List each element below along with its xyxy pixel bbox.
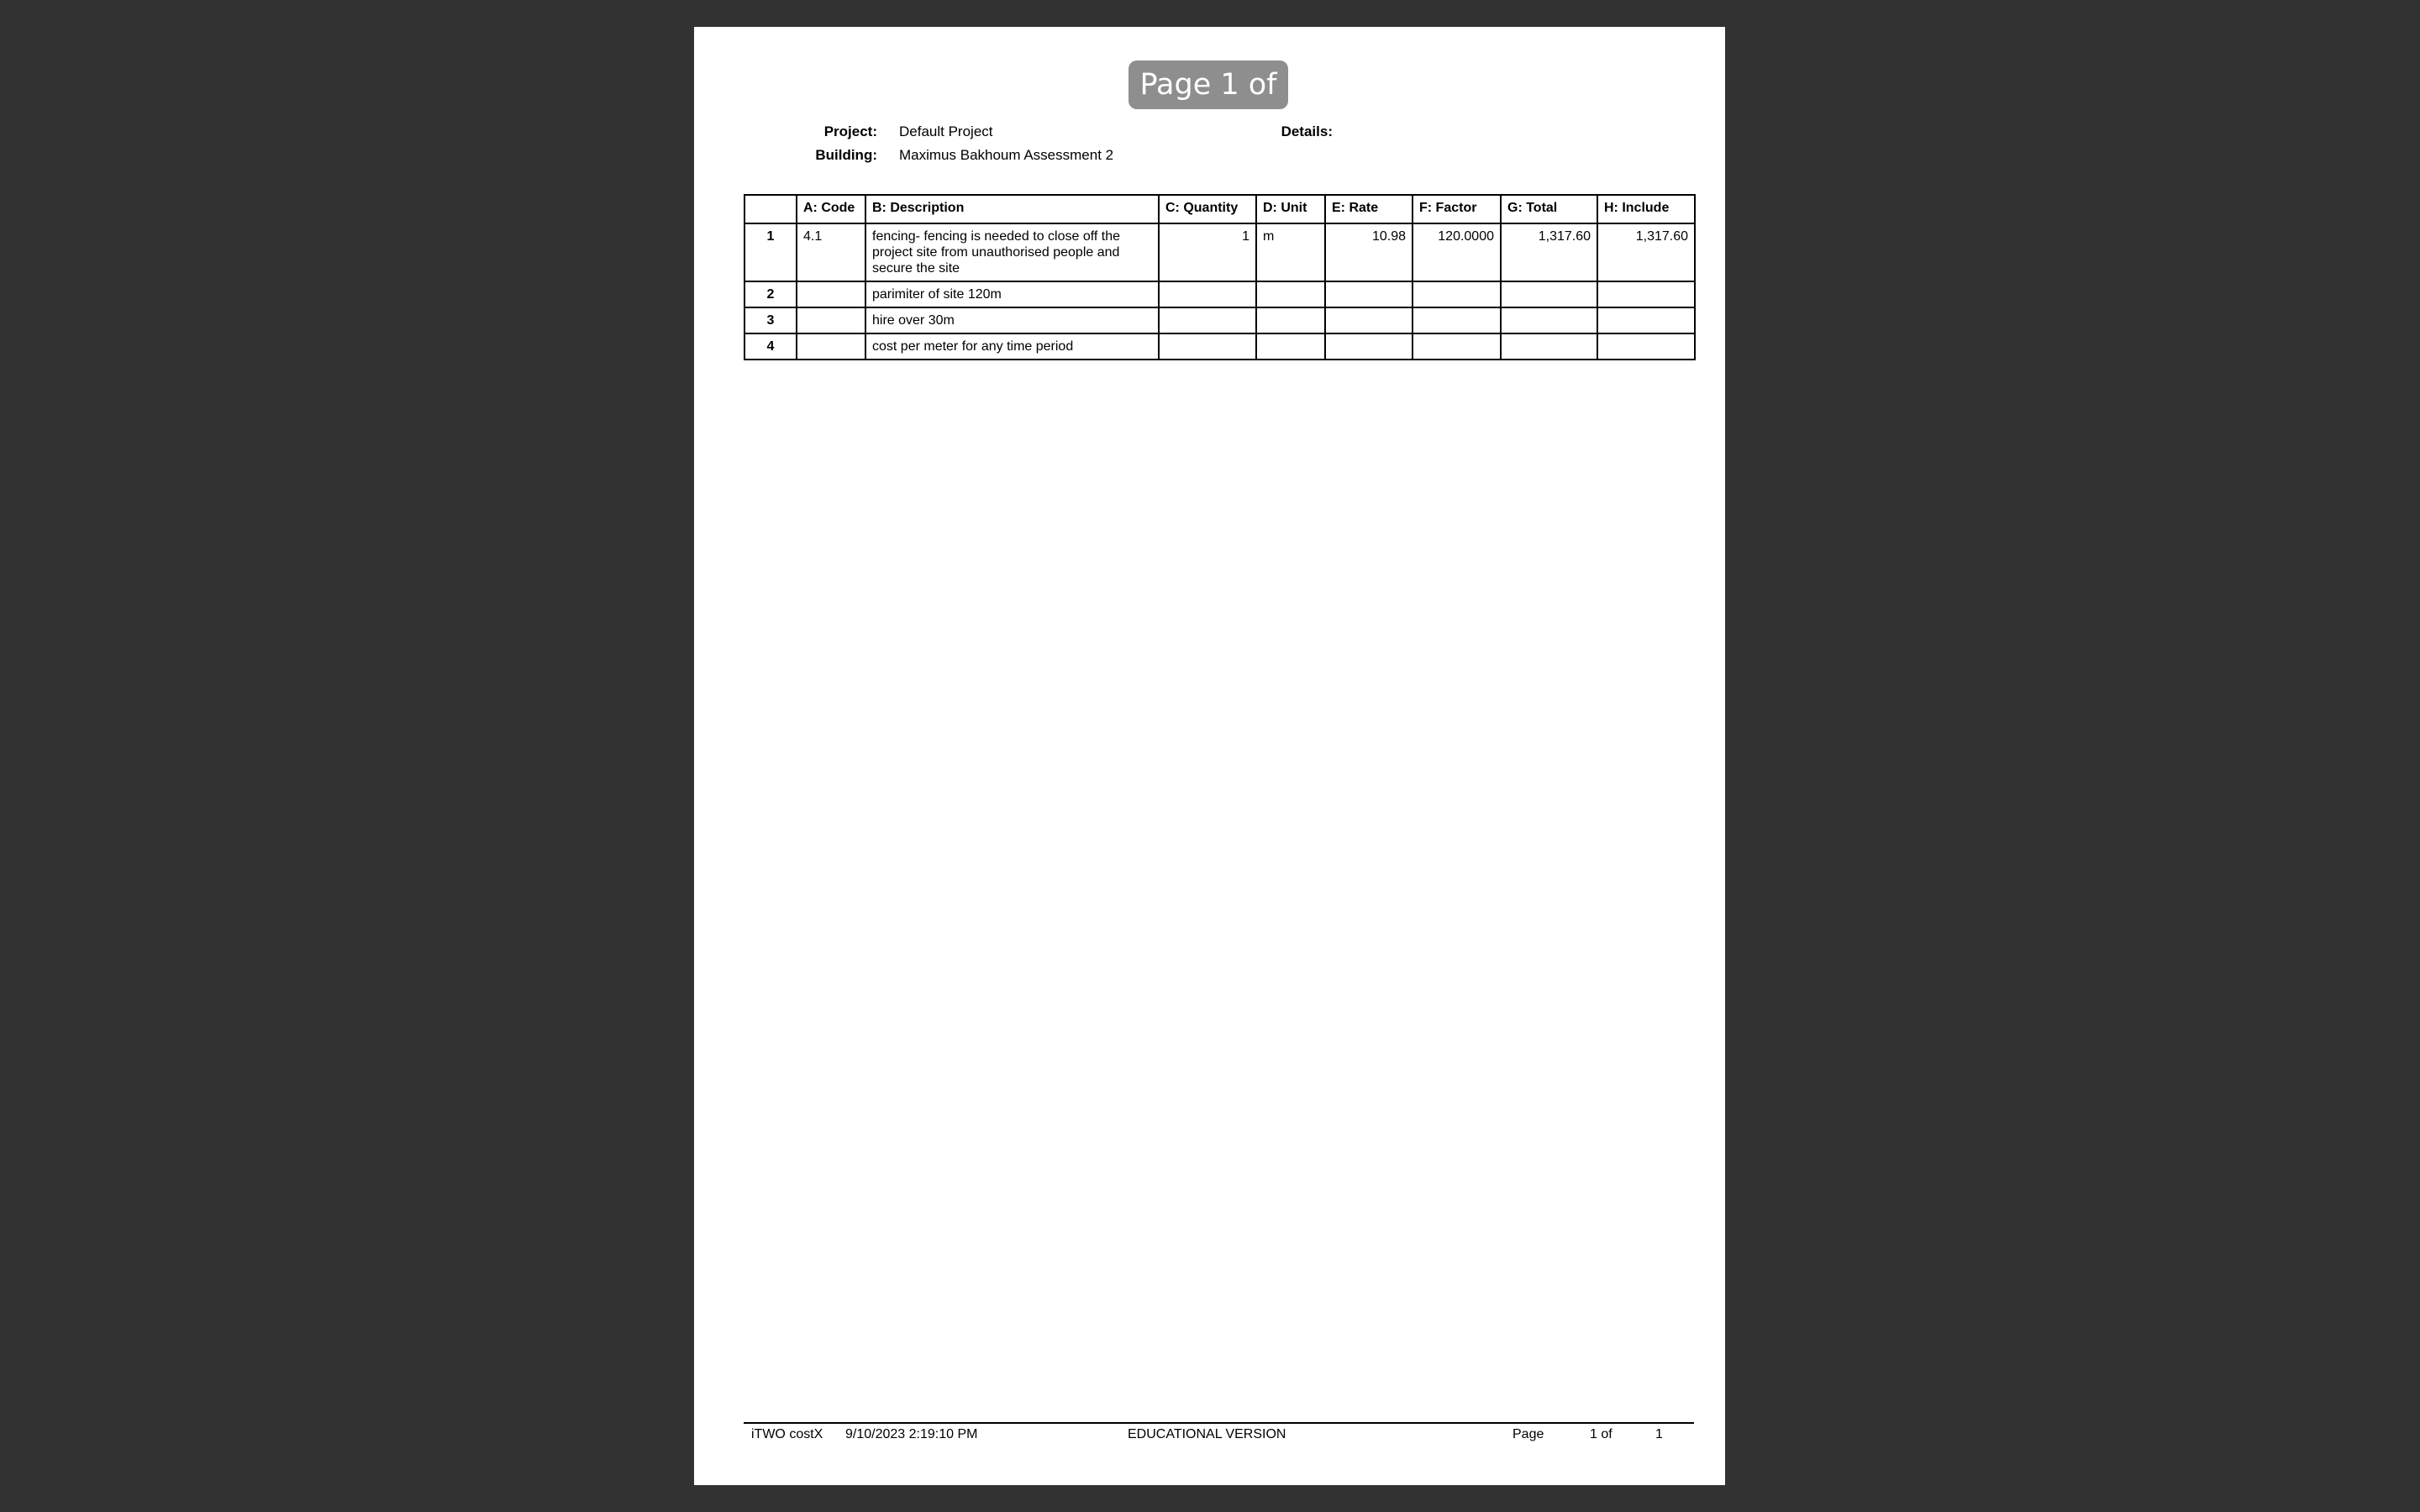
building-label: Building: [815,147,877,163]
cell-rate [1325,307,1413,333]
footer-page-total: 1 [1655,1427,1663,1441]
cell-unit [1256,281,1325,307]
cell-total [1501,281,1597,307]
cell-code: 4.1 [797,223,865,281]
footer-divider [744,1422,1694,1424]
column-header-code: A: Code [797,195,865,223]
column-header-total: G: Total [1501,195,1597,223]
cell-quantity [1159,333,1256,360]
project-label: Project: [823,123,877,139]
cell-include [1597,281,1695,307]
table-row [744,333,1695,360]
document-page [694,27,1725,1485]
column-header-quantity: C: Quantity [1159,195,1256,223]
cell-unit [1256,333,1325,360]
cell-description: parimiter of site 120m [865,281,1159,307]
table-row [744,307,1695,333]
table-header-row [744,195,1695,223]
page-indicator: Page 1 of 1 [1128,60,1288,109]
cell-factor [1413,281,1501,307]
column-header-include: H: Include [1597,195,1695,223]
column-header-factor: F: Factor [1413,195,1501,223]
cell-quantity [1159,281,1256,307]
table-row [744,223,1695,281]
cell-total: 1,317.60 [1501,223,1597,281]
cell-factor: 120.0000 [1413,223,1501,281]
footer-app-name: iTWO costX [751,1427,823,1441]
cell-factor [1413,333,1501,360]
cell-code [797,281,865,307]
column-header-rate: E: Rate [1325,195,1413,223]
cell-description: hire over 30m [865,307,1159,333]
row-number: 2 [744,281,797,307]
footer-page-of: 1 of [1590,1427,1612,1441]
footer-page-label: Page [1512,1427,1544,1441]
cell-unit: m [1256,223,1325,281]
building-value: Maximus Bakhoum Assessment 2 [899,147,1114,163]
row-number: 3 [744,307,797,333]
cell-code [797,333,865,360]
column-header-description: B: Description [865,195,1159,223]
cell-include [1597,307,1695,333]
row-number: 1 [744,223,797,281]
cell-description: fencing- fencing is needed to close off the project site from unauthorised people and secure the site [865,223,1159,281]
cell-rate [1325,281,1413,307]
details-label: Details: [1281,123,1333,139]
footer-timestamp: 9/10/2023 2:19:10 PM [845,1427,978,1441]
cell-rate: 10.98 [1325,223,1413,281]
footer-version: EDUCATIONAL VERSION [1128,1427,1286,1441]
cell-include: 1,317.60 [1597,223,1695,281]
cell-code [797,307,865,333]
cost-table [744,194,1696,360]
column-header-rownum [744,195,797,223]
cell-description: cost per meter for any time period [865,333,1159,360]
cell-factor [1413,307,1501,333]
cell-include [1597,333,1695,360]
table-row [744,281,1695,307]
column-header-unit: D: Unit [1256,195,1325,223]
cell-rate [1325,333,1413,360]
cell-total [1501,307,1597,333]
row-number: 4 [744,333,797,360]
cell-quantity: 1 [1159,223,1256,281]
cell-unit [1256,307,1325,333]
cell-total [1501,333,1597,360]
cell-quantity [1159,307,1256,333]
project-value: Default Project [899,123,993,139]
